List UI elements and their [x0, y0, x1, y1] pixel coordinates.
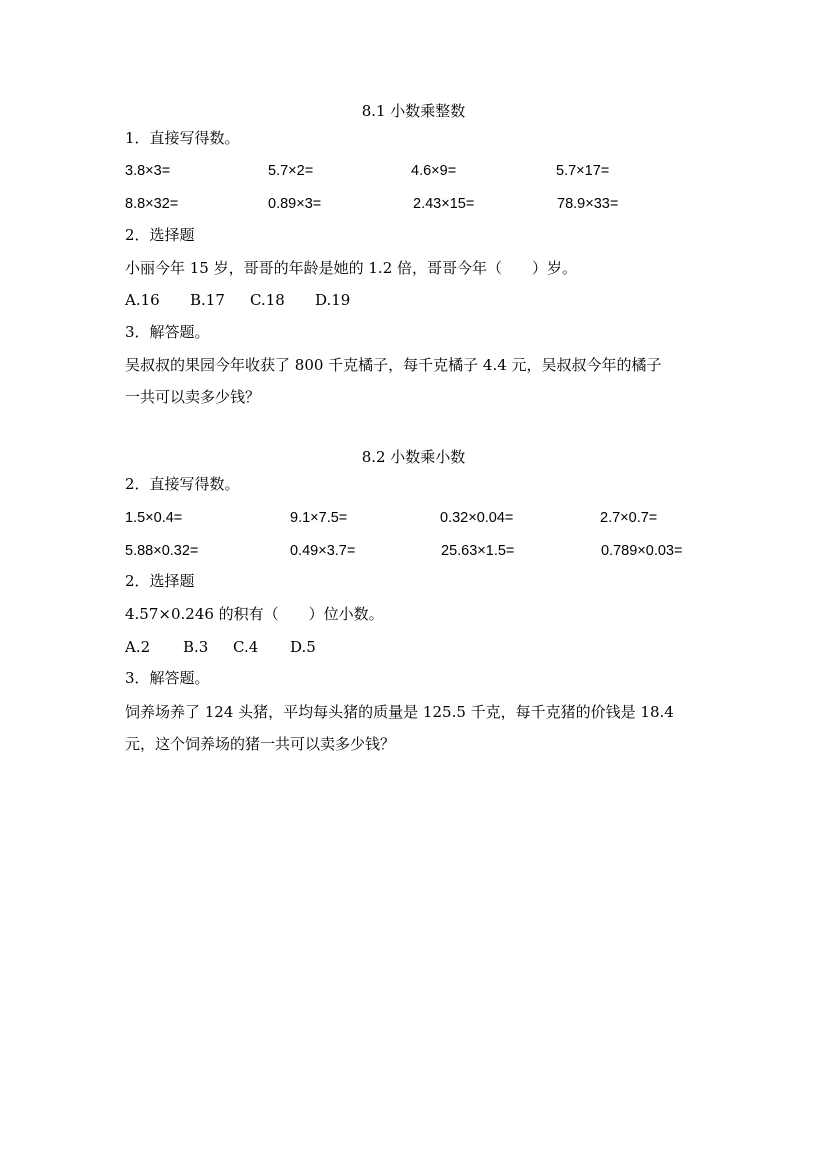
calc-item: 0.49×3.7= — [290, 543, 356, 559]
option-c: C.4 — [233, 638, 259, 656]
calc-item: 3.8×3= — [125, 163, 171, 179]
option-a: A.2 — [125, 638, 151, 656]
section2-q2-heading: 2．选择题 — [125, 572, 195, 590]
option-d: D.19 — [315, 291, 351, 309]
section2-q1-heading: 2．直接写得数。 — [125, 475, 240, 493]
option-c: C.18 — [250, 291, 285, 309]
section1-q3-heading: 3．解答题。 — [125, 323, 210, 341]
section1-q2-heading: 2．选择题 — [125, 226, 195, 244]
section1-q1-heading: 1．直接写得数。 — [125, 129, 240, 147]
calc-item: 2.43×15= — [413, 196, 475, 212]
calc-item: 9.1×7.5= — [290, 510, 348, 526]
section2-q3-line1: 饲养场养了 124 头猪，平均每头猪的质量是 125.5 千克，每千克猪的价钱是 18.4 — [125, 703, 674, 721]
section2-title: 8.2 小数乘小数 — [361, 448, 466, 466]
section1-q3-line1: 吴叔叔的果园今年收获了 800 千克橘子，每千克橘子 4.4 元，吴叔叔今年的橘子 — [125, 356, 662, 374]
section2-q3-heading: 3．解答题。 — [125, 669, 210, 687]
option-d: D.5 — [290, 638, 316, 656]
calc-item: 78.9×33= — [557, 196, 619, 212]
option-a: A.16 — [125, 291, 160, 309]
section1-q3-line2: 一共可以卖多少钱？ — [125, 388, 261, 406]
calc-item: 1.5×0.4= — [125, 510, 183, 526]
calc-item: 5.7×2= — [268, 163, 314, 179]
calc-item: 25.63×1.5= — [441, 543, 515, 559]
section2-q3-line2: 元，这个饲养场的猪一共可以卖多少钱？ — [125, 735, 396, 753]
option-b: B.3 — [183, 638, 209, 656]
calc-item: 5.88×0.32= — [125, 543, 199, 559]
calc-item: 2.7×0.7= — [600, 510, 658, 526]
calc-item: 0.89×3= — [268, 196, 322, 212]
section1-title: 8.1 小数乘整数 — [361, 102, 466, 120]
section1-q2-question: 小丽今年 15 岁，哥哥的年龄是她的 1.2 倍，哥哥今年（ ）岁。 — [125, 259, 578, 277]
calc-item: 5.7×17= — [556, 163, 610, 179]
option-b: B.17 — [190, 291, 225, 309]
calc-item: 0.789×0.03= — [601, 543, 683, 559]
calc-item: 4.6×9= — [411, 163, 457, 179]
section2-q2-question: 4.57×0.246 的积有（ ）位小数。 — [125, 605, 384, 623]
calc-item: 8.8×32= — [125, 196, 179, 212]
calc-item: 0.32×0.04= — [440, 510, 514, 526]
